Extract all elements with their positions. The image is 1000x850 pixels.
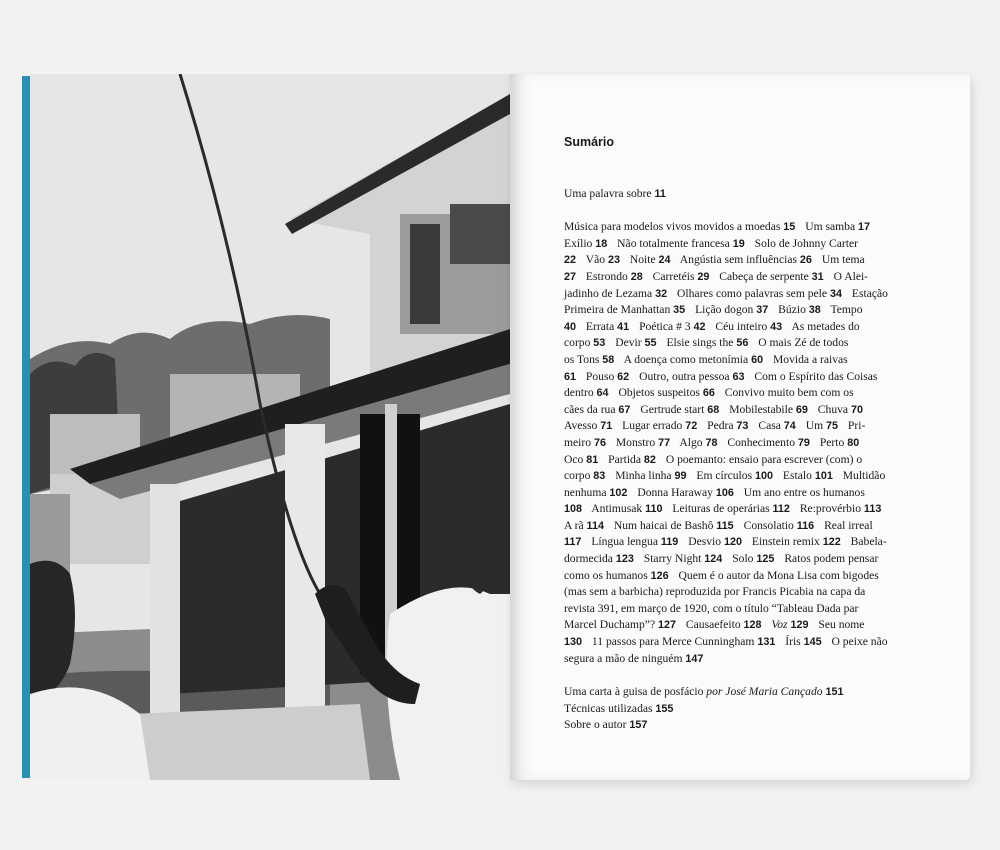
toc-line [564,617,924,634]
toc-page-number: 127 [658,619,677,632]
toc-entry-title: Partida [608,452,644,466]
toc-entry-title: Multidão [842,469,886,483]
toc-page-number: 70 [850,403,863,416]
toc-entry-title: Um samba [805,220,859,234]
toc-entry-title: Estação [851,286,888,300]
toc-entry-title: segura a mão de ninguém [564,651,686,665]
toc-line [564,684,924,701]
toc-entry-title: Oco [564,452,587,466]
toc-page-number: 157 [629,719,648,732]
toc-page-number: 125 [756,553,775,566]
toc-entry-title: como os humanos [564,568,651,582]
toc-entry-title: Um tema [821,253,865,267]
toc-entry-title: Algo [679,435,706,449]
toc-entry-title: Solo [732,552,757,566]
toc-page-number: 74 [783,420,796,433]
toc-page-number: 66 [702,387,715,400]
toc-page-number: 69 [795,403,808,416]
toc-entry-title: Um [805,419,826,433]
open-book [22,74,972,780]
toc-entry-title: Minha linha [615,469,675,483]
toc-entry-title: O poemanto: ensaio para escrever (com) o [665,452,863,466]
toc-page-number: 15 [783,221,796,234]
toc-entry-title: corpo [564,336,594,350]
toc-page-number: 128 [743,619,762,632]
toc-line [564,601,924,618]
toc-line [564,369,924,386]
toc-page-number: 145 [803,636,822,649]
toc-page-number: 108 [564,503,583,516]
toc-line [564,352,924,369]
toc-entry-title: Pedra [707,419,737,433]
toc-page-number: 77 [658,436,671,449]
toc-page-number: 40 [564,320,577,333]
toc-page-number: 106 [715,486,734,499]
toc-entry-title: Com o Espírito das Coisas [754,369,878,383]
toc-entry-title: Búzio [778,303,809,317]
toc-page-number: 67 [618,403,631,416]
toc-line [564,634,924,651]
toc-page-number: 34 [829,287,842,300]
toc-entry-title: Vão [585,253,608,267]
toc-page-number: 32 [655,287,668,300]
toc-entry-title: dormecida [564,552,616,566]
toc-page-number: 19 [732,237,745,250]
toc-entry-title: Movida a raivas [772,352,848,366]
toc-page-number: 155 [655,702,674,715]
toc-entry-title: Leituras de operárias [672,502,773,516]
toc-entry-title: Em círculos [696,469,755,483]
toc-entry-title: Babela- [850,535,887,549]
toc-entry-title: Consolatio [743,518,797,532]
toc-page-number: 64 [596,387,609,400]
right-page [510,74,970,780]
toc-page-number: 75 [826,420,839,433]
toc-entry-title: Sobre o autor [564,718,630,732]
toc-entry-title: jadinho de Lezama [564,286,656,300]
toc-entry-title: Gertrude start [640,402,708,416]
toc-page-number: 72 [685,420,698,433]
toc-line [564,418,924,435]
toc-page-number: 131 [757,636,776,649]
toc-page-number: 68 [707,403,720,416]
toc-page-number: 115 [716,519,734,532]
toc-line [564,584,924,601]
toc-entry-title: Pri- [847,419,866,433]
toc-entries [564,219,924,667]
toc-line [564,302,924,319]
toc-page-number: 130 [564,636,583,649]
toc-entry-title: Donna Haraway [637,485,716,499]
toc-line [564,186,924,203]
toc-entry-title: Conhecimento [727,435,798,449]
toc-entry-title: A doença como metonímia [623,352,752,366]
toc-entry-title: Starry Night [643,552,705,566]
toc-page-number: 43 [770,320,783,333]
toc-line [564,402,924,419]
toc-page-number: 24 [658,254,671,267]
toc-entry-title: Pouso [585,369,618,383]
toc-line [564,385,924,402]
toc-entry-title: Lugar errado [622,419,686,433]
toc-page-number: 61 [564,370,577,383]
toc-page-number: 73 [736,420,749,433]
toc-entry-title: Noite [629,253,659,267]
toc-page-number: 62 [617,370,630,383]
toc-page-number: 129 [790,619,809,632]
toc-entry-title: Chuva [817,402,851,416]
toc-line [564,435,924,452]
toc-entry-title: O peixe não [831,635,888,649]
toc-entry-title: Seu nome [818,618,865,632]
toc-page-number: 41 [617,320,630,333]
toc-page-number: 117 [564,536,582,549]
toc-afterword [564,684,924,734]
toc-entry-title: Uma carta à guisa de posfácio [564,685,707,699]
toc-page-number: 18 [595,237,608,250]
toc-page-number: 35 [673,304,686,317]
toc-entry-title: Devir [615,336,645,350]
toc-page-number: 99 [674,470,687,483]
toc-entry-author: por José Maria Cançado [706,685,826,699]
toc-page-number: 82 [643,453,656,466]
toc-page-number: 80 [847,436,860,449]
toc-line [564,236,924,253]
toc-page-number: 17 [858,221,871,234]
toc-page-number: 27 [564,270,577,283]
toc-entry-title: Mobilestabile [729,402,796,416]
toc-entry-title: Antimusak [591,502,646,516]
book-spine-edge [22,76,30,778]
toc-entry-title: Angústia sem influências [679,253,800,267]
toc-entry-title: Quem é o autor da Mona Lisa com bigodes [678,568,879,582]
toc-entry-title: Re:provérbio [799,502,864,516]
toc-entry-title: Uma palavra sobre [564,186,655,200]
toc-page-number: 26 [799,254,812,267]
toc-entry-title: Elsie sings the [666,336,737,350]
toc-entry-title: (mas sem a barbicha) reproduzida por Francis Picabia na capa da [564,585,866,599]
toc-page-number: 23 [607,254,620,267]
toc-page-number: 71 [600,420,613,433]
toc-line [564,551,924,568]
toc-entry-title: Cabeça de serpente [719,269,812,283]
left-page-photo [30,74,510,780]
toc-entry-title: dentro [564,386,597,400]
toc-page-number: 101 [814,470,833,483]
toc-page-number: 123 [615,553,634,566]
toc-entry-title: Língua lengua [591,535,661,549]
toc-entry-title: Exílio [564,236,596,250]
toc-line [564,286,924,303]
toc-line [564,468,924,485]
toc-entry-title: Monstro [615,435,659,449]
toc-entry-title: Primeira de Manhattan [564,303,674,317]
toc-line [564,501,924,518]
toc-entry-title: Estrondo [585,269,631,283]
toc-line [564,518,924,535]
toc-entry-title: Ratos podem pensar [784,552,879,566]
toc-entry-title: Carretéis [652,269,698,283]
toc-page-number: 114 [586,519,604,532]
toc-page-number: 81 [586,453,599,466]
toc-entry-title: O mais Zé de todos [758,336,849,350]
toc-page-number: 58 [602,353,615,366]
toc-line [564,252,924,269]
toc-entry-title: O Alei- [833,269,869,283]
toc-line [564,452,924,469]
toc-page-number: 42 [693,320,706,333]
toc-entry-title: Estalo [782,469,815,483]
table-of-contents [564,134,924,734]
toc-entry-title: Desvio [688,535,724,549]
toc-entry-title: Perto [819,435,848,449]
toc-entry-title: cães da rua [564,402,619,416]
toc-page-number: 63 [732,370,745,383]
toc-page-number: 53 [593,337,606,350]
toc-page-number: 147 [685,652,704,665]
bw-photograph [30,74,510,780]
toc-entry-title: Convivo muito bem com os [724,386,854,400]
toc-line [564,485,924,502]
toc-entry-title: Técnicas utilizadas [564,701,656,715]
toc-page-number: 22 [564,254,577,267]
toc-page-number: 29 [697,270,710,283]
toc-line [564,717,924,734]
toc-entry-title: Poética # 3 [639,319,694,333]
toc-entry-title: Tempo [830,303,863,317]
toc-page-number: 122 [822,536,841,549]
toc-line [564,568,924,585]
toc-page-number: 31 [811,270,824,283]
toc-entry-title: Outro, outra pessoa [639,369,733,383]
toc-entry-title: Avesso [564,419,601,433]
toc-title: Sumário [564,135,615,149]
toc-entry-title: Íris [785,635,804,649]
toc-page-number: 83 [593,470,606,483]
toc-entry-title: revista 391, em março de 1920, com o título “Tableau Dada par [564,601,859,615]
toc-line [564,335,924,352]
toc-entry-title: Errata [585,319,618,333]
toc-page-number: 38 [808,304,821,317]
toc-line [564,534,924,551]
toc-line [564,319,924,336]
toc-entry-title: Olhares como palavras sem pele [677,286,830,300]
toc-page-number: 60 [751,353,764,366]
toc-page-number: 100 [755,470,774,483]
toc-entry-title: meiro [564,435,594,449]
toc-page-number: 55 [644,337,657,350]
toc-intro [564,186,924,203]
toc-entry-title: Lição dogon [695,303,757,317]
toc-entry-title: A rã [564,518,587,532]
toc-page-number: 116 [796,519,815,532]
toc-entry-title: Num haicai de Bashô [613,518,717,532]
toc-entry-title: Céu inteiro [715,319,771,333]
toc-page-number: 102 [609,486,628,499]
toc-entry-title: Não totalmente francesa [617,236,733,250]
toc-entry-title: Marcel Duchamp”? [564,618,658,632]
toc-page-number: 120 [723,536,742,549]
toc-entry-title: Solo de Johnny Carter [754,236,859,250]
toc-page-number: 112 [772,503,790,516]
toc-page-number: 78 [705,436,718,449]
toc-entry-title: Einstein remix [751,535,823,549]
toc-entry-title: Objetos suspeitos [618,386,703,400]
toc-page-number: 151 [825,686,844,699]
toc-page-number: 113 [863,503,882,516]
toc-entry-title: Voz [771,618,791,632]
toc-page-number: 79 [797,436,810,449]
toc-line [564,219,924,236]
toc-page-number: 124 [704,553,723,566]
toc-entry-title: Música para modelos vivos movidos a moedas [564,220,784,234]
toc-entry-title: Casa [758,419,784,433]
toc-line [564,269,924,286]
toc-page-number: 126 [650,569,669,582]
toc-page-number: 11 [654,187,666,200]
toc-entry-title: Um ano entre os humanos [743,485,865,499]
toc-line [564,651,924,668]
toc-entry-title: Causaefeito [685,618,744,632]
toc-entry-title: corpo [564,469,594,483]
toc-page-number: 119 [660,536,679,549]
toc-line [564,701,924,718]
toc-entry-title: As metades do [791,319,860,333]
toc-page-number: 37 [756,304,769,317]
toc-entry-title: nenhuma [564,485,610,499]
toc-entry-title: 11 passos para Merce Cunningham [591,635,758,649]
toc-entry-title: os Tons [564,352,603,366]
toc-page-number: 28 [630,270,643,283]
toc-page-number: 110 [645,503,663,516]
toc-page-number: 56 [736,337,749,350]
toc-entry-title: Real irreal [824,518,873,532]
toc-page-number: 76 [593,436,606,449]
